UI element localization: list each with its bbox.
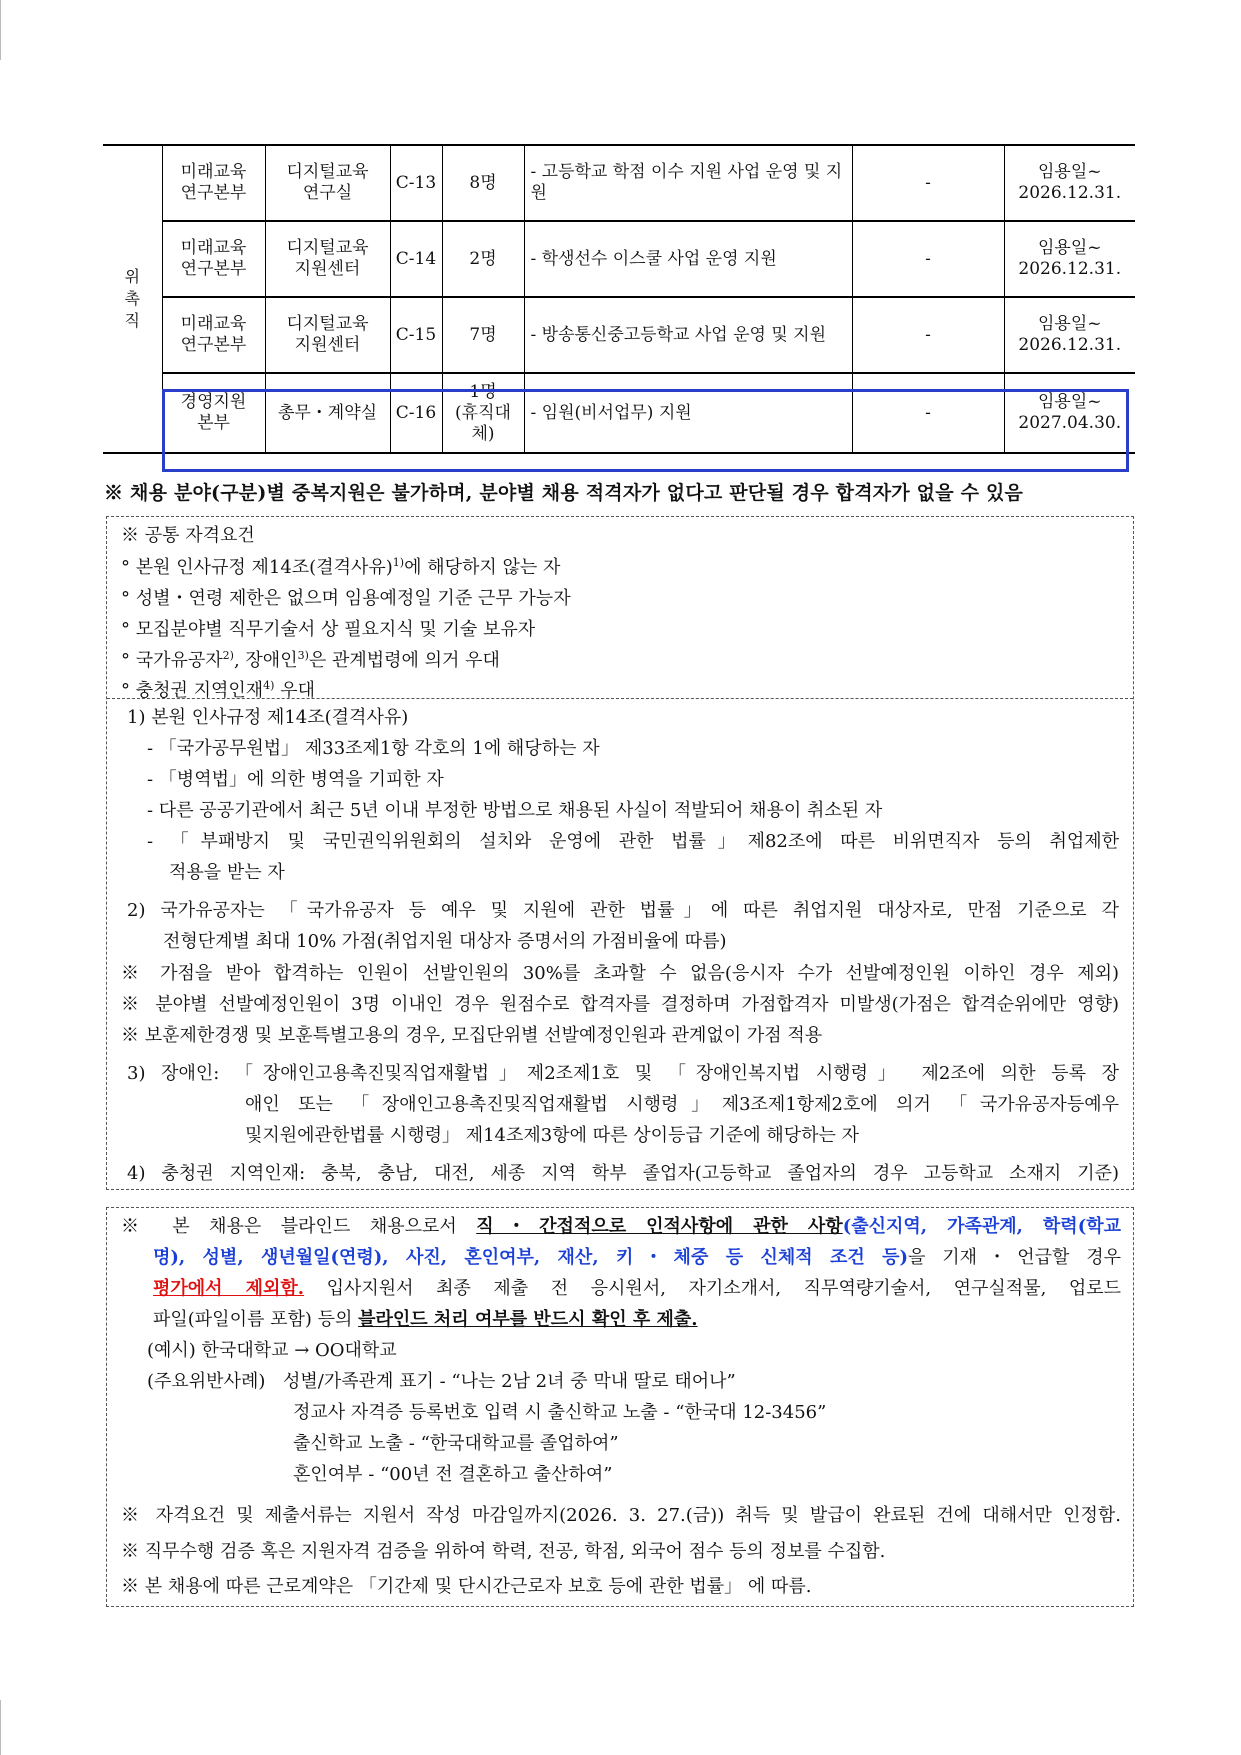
blind-notice-line: 평가에서 제외함. 입사지원서 최종 제출 전 응시원서, 자기소개서, 직무역량기술서, 연구실적물, 업로드 xyxy=(153,1278,1122,1299)
period-cell: 임용일~ 2027.04.30. xyxy=(1004,373,1135,453)
department-cell: 디지털교육 지원센터 xyxy=(265,297,390,373)
blind-note: ※ 직무수행 검증 혹은 지원자격 검증을 위하여 학력, 전공, 학점, 외국어 점수 등의 정보를 수집함. xyxy=(121,1541,886,1562)
division-cell: 미래교육 연구본부 xyxy=(162,145,265,221)
qualification-item: ° 국가유공자$^{2)}$, 장애인$^{3)}$은 관계법령에 의거 우대 xyxy=(121,649,500,671)
etc-cell: - xyxy=(852,373,1004,453)
duty-cell: - 학생선수 이스쿨 사업 운영 지원 xyxy=(524,221,852,297)
footnote-2-note: ※ 분야별 선발예정인원이 3명 이내인 경우 원점수로 합격자를 결정하며 가점합격자 미발생(가점은 합격순위에만 영향) xyxy=(121,994,1119,1015)
footnote-item: - 「국가공무원법」 제33조제1항 각호의 1에 해당하는 자 xyxy=(147,738,600,759)
code-cell: C-15 xyxy=(390,297,442,373)
duplicate-application-note: ※ 채용 분야(구분)별 중복지원은 불가하며, 분야별 채용 적격자가 없다고 판단될 경우 합격자가 없을 수 있음 xyxy=(104,482,1024,504)
position-table xyxy=(103,144,1135,454)
footnote-2-note: ※ 가점을 받아 합격하는 인원이 선발인원의 30%를 초과할 수 없음(응시자 수가 선발예정인원 이하인 경우 제외) xyxy=(121,963,1119,984)
blind-notice-line: ※ 본 채용은 블라인드 채용으로서 직・간접적으로 인적사항에 관한 사항(출신지역, 가족관계, 학력(학교 xyxy=(121,1216,1121,1237)
period-cell: 임용일~ 2026.12.31. xyxy=(1004,297,1135,373)
duty-cell: - 고등학교 학점 이수 지원 사업 운영 및 지원 xyxy=(524,145,852,221)
table-row xyxy=(103,145,1135,221)
dashed-divider xyxy=(107,698,1133,699)
code-cell: C-14 xyxy=(390,221,442,297)
page-edge-mark xyxy=(0,1700,1,1755)
blind-example: (예시) 한국대학교 → OO대학교 xyxy=(147,1340,397,1361)
code-cell: C-13 xyxy=(390,145,442,221)
count-cell: 2명 xyxy=(442,221,524,297)
etc-cell: - xyxy=(852,221,1004,297)
department-cell: 총무・계약실 xyxy=(265,373,390,453)
footnote-item: - 다른 공공기관에서 최근 5년 이내 부정한 방법으로 채용된 사실이 적발되어 채용이 취소된 자 xyxy=(147,800,883,821)
violation-item: 혼인여부 - “00년 전 결혼하고 출산하여” xyxy=(293,1464,613,1485)
division-cell: 미래교육 연구본부 xyxy=(162,221,265,297)
count-cell: 1명 (휴직대체) xyxy=(442,373,524,453)
footnote-2: 2) 국가유공자는 「국가유공자 등 예우 및 지원에 관한 법률」에 따른 취업지원 대상자로, 만점 기준으로 각 xyxy=(127,900,1119,921)
footnote-4: 4) 충청권 지역인재: 충북, 충남, 대전, 세종 지역 학부 졸업자(고등학교 졸업자의 경우 고등학교 소재지 기준) xyxy=(127,1163,1119,1184)
footnote-item: - 「병역법」에 의한 병역을 기피한 자 xyxy=(147,769,444,790)
qualification-item: ° 본원 인사규정 제14조(결격사유)$^{1)}$에 해당하지 않는 자 xyxy=(121,556,561,578)
blind-note: ※ 자격요건 및 제출서류는 지원서 작성 마감일까지(2026. 3. 27.(금)) 취득 및 발급이 완료된 건에 대해서만 인정함. xyxy=(121,1505,1121,1526)
violation-label: (주요위반사례) xyxy=(147,1371,266,1392)
period-cell: 임용일~ 2026.12.31. xyxy=(1004,221,1135,297)
blind-recruitment-box xyxy=(106,1207,1134,1607)
count-cell: 8명 xyxy=(442,145,524,221)
blind-note: ※ 본 채용에 따른 근로계약은 「기간제 및 단시간근로자 보호 등에 관한 법률」 에 따름. xyxy=(121,1576,812,1597)
division-cell: 경영지원 본부 xyxy=(162,373,265,453)
qualification-item: ° 모집분야별 직무기술서 상 필요지식 및 기술 보유자 xyxy=(121,619,536,640)
qualification-item: ° 성별・연령 제한은 없으며 임용예정일 기준 근무 가능자 xyxy=(121,588,571,609)
table-row xyxy=(103,297,1135,373)
code-cell: C-16 xyxy=(390,373,442,453)
etc-cell: - xyxy=(852,297,1004,373)
category-cell: 위 촉 직 xyxy=(103,145,162,453)
footnote-3-continued: 및지원에관한법률 시행령」 제14조제3항에 따른 상이등급 기준에 해당하는 자 xyxy=(245,1125,860,1146)
blind-notice-line: 파일(파일이름 포함) 등의 블라인드 처리 여부를 반드시 확인 후 제출. xyxy=(153,1309,698,1330)
violation-item: 출신학교 노출 - “한국대학교를 졸업하여” xyxy=(293,1433,619,1454)
footnote-item-continued: 적용을 받는 자 xyxy=(169,862,285,883)
footnote-3: 3) 장애인: 「장애인고용촉진및직업재활법」제2조제1호 및 「장애인복지법 시행령」 제2조에 의한 등록 장 xyxy=(127,1063,1119,1084)
table-row xyxy=(103,373,1135,453)
department-cell: 디지털교육 연구실 xyxy=(265,145,390,221)
qualification-box xyxy=(106,516,1134,1190)
footnote-item: - 「부패방지 및 국민권익위원회의 설치와 운영에 관한 법률」제82조에 따른 비위면직자 등의 취업제한 xyxy=(147,831,1119,852)
division-cell: 미래교육 연구본부 xyxy=(162,297,265,373)
footnote-3-continued: 애인 또는 「장애인고용촉진및직업재활법 시행령」제3조제1항제2호에 의거 「국가유공자등예우 xyxy=(245,1094,1119,1115)
violation-item: 정교사 자격증 등록번호 입력 시 출신학교 노출 - “한국대 12-3456” xyxy=(293,1402,827,1423)
page-edge-mark xyxy=(0,0,1,60)
etc-cell: - xyxy=(852,145,1004,221)
department-cell: 디지털교육 지원센터 xyxy=(265,221,390,297)
blind-notice-line: 명), 성별, 생년월일(연령), 사진, 혼인여부, 재산, 키・체중 등 신체적 조건 등)을 기재・언급할 경우 xyxy=(153,1247,1122,1268)
count-cell: 7명 xyxy=(442,297,524,373)
footnote-1-title: 1) 본원 인사규정 제14조(결격사유) xyxy=(127,707,409,728)
qualification-item: ° 충청권 지역인재$^{4)}$ 우대 xyxy=(121,679,315,701)
table-row xyxy=(103,221,1135,297)
period-cell: 임용일~ 2026.12.31. xyxy=(1004,145,1135,221)
footnote-2-note: ※ 보훈제한경쟁 및 보훈특별고용의 경우, 모집단위별 선발예정인원과 관계없이 가점 적용 xyxy=(121,1025,823,1046)
qualification-title: ※ 공통 자격요건 xyxy=(121,525,255,546)
duty-cell: - 임원(비서업무) 지원 xyxy=(524,373,852,453)
violation-item: 성별/가족관계 표기 - “나는 2남 2녀 중 막내 딸로 태어나” xyxy=(283,1371,736,1392)
duty-cell: - 방송통신중고등학교 사업 운영 및 지원 xyxy=(524,297,852,373)
footnote-2-continued: 전형단계별 최대 10% 가점(취업지원 대상자 증명서의 가점비율에 따름) xyxy=(163,931,727,952)
